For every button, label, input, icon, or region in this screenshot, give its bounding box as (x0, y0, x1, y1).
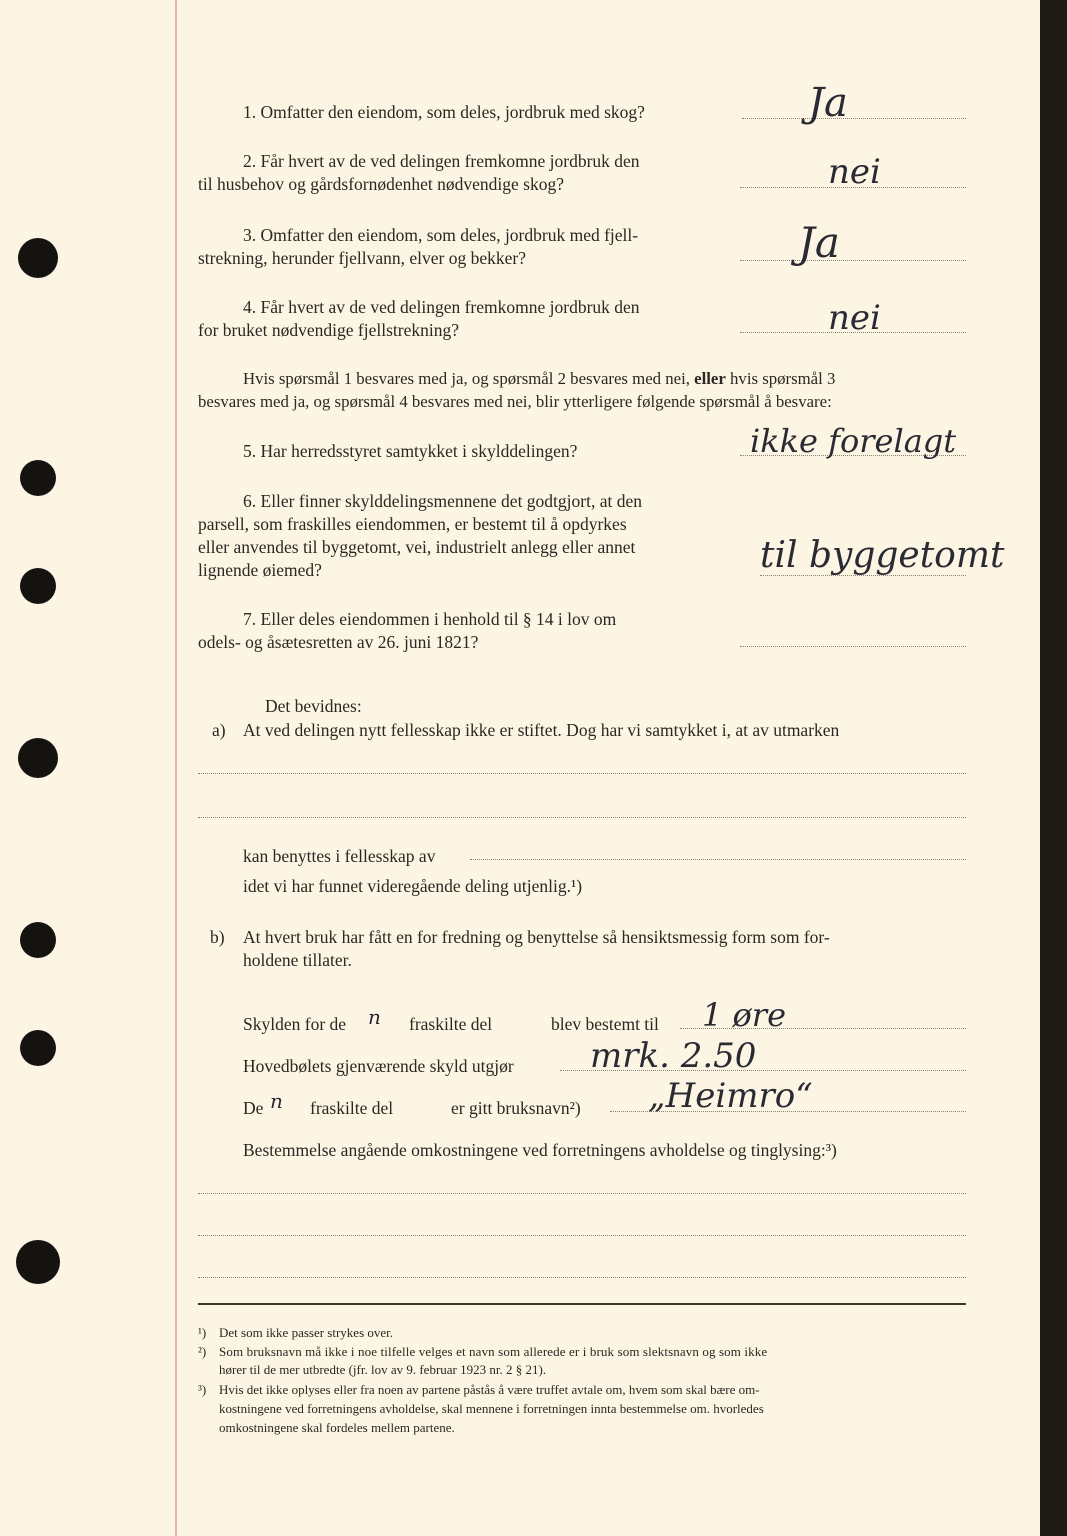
answer-6-handwritten: til byggetomt (760, 535, 1005, 576)
skylden-fraskilte: fraskilte del (409, 1014, 493, 1034)
scan-edge (1040, 0, 1067, 1536)
punch-hole (20, 1030, 56, 1066)
skylden-label: Skylden for de (243, 1014, 347, 1034)
bruksnavn-fraskilte: fraskilte del (310, 1098, 394, 1118)
punch-hole (20, 460, 56, 496)
skylden-bestemt: blev bestemt til (551, 1014, 659, 1034)
question-6-text-cont: eller anvendes til byggetomt, vei, industrielt anlegg eller annet (198, 537, 636, 557)
bruksnavn-label: De (243, 1098, 264, 1118)
bevidnes-heading: Det bevidnes: (265, 696, 362, 716)
footnote-text: Som bruksnavn må ikke i noe tilfelle velges et navn som allerede er i bruk som slektsnavn og som ikke (219, 1344, 768, 1359)
margin-line (175, 0, 177, 1536)
item-b-text-cont: holdene tillater. (243, 950, 352, 970)
question-5-text: 5. Har herredsstyret samtykket i skylddelingen? (243, 441, 578, 461)
bruksnavn-handwritten-n: n (270, 1089, 283, 1113)
question-7-text-cont: odels- og åsætesretten av 26. juni 1821? (198, 632, 479, 652)
punch-hole (18, 238, 58, 278)
item-a-label: a) (212, 720, 226, 740)
skylden-handwritten-n: n (368, 1005, 381, 1029)
question-3-text-cont: strekning, herunder fjellvann, elver og bekker? (198, 248, 526, 268)
answer-3-handwritten: Ja (798, 218, 840, 267)
fill-line[interactable] (470, 859, 966, 860)
footnote-text: Hvis det ikke oplyses eller fra noen av partene påstås å være truffet avtale om, hvem som skal bære om- (219, 1382, 760, 1397)
footnote-text: hører til de mer utbredte (jfr. lov av 9. februar 1923 nr. 2 § 21). (219, 1362, 547, 1377)
hovedbol-label: Hovedbølets gjenværende skyld utgjør (243, 1056, 514, 1076)
question-2-text: 2. Får hvert av de ved delingen fremkomne jordbruk den (243, 151, 640, 171)
skylden-answer-handwritten: 1 øre (702, 996, 787, 1034)
answer-line-7[interactable] (740, 646, 966, 647)
bruksnavn-gitt: er gitt bruksnavn²) (451, 1098, 581, 1118)
question-6-text-cont: lignende øiemed? (198, 560, 322, 580)
hovedbol-answer-handwritten: mrk. 2.50 (590, 1036, 757, 1076)
item-a-text: At ved delingen nytt fellesskap ikke er stiftet. Dog har vi samtykket i, at av utmarken (243, 720, 840, 740)
footnote-rule (198, 1303, 966, 1305)
footnote-text: kostningene ved forretningens avholdelse, skal mennene i forretningen innta bestemmelse om. hvorledes (219, 1401, 764, 1416)
bruksnavn-answer-handwritten: „Heimro“ (648, 1076, 813, 1116)
kan-benyttes-text: kan benyttes i fellesskap av (243, 846, 436, 866)
idet-text: idet vi har funnet videregående deling utjenlig.¹) (243, 876, 583, 896)
question-2-text-cont: til husbehov og gårdsfornødenhet nødvendige skog? (198, 174, 564, 194)
fill-line[interactable] (198, 1277, 966, 1278)
fill-line[interactable] (198, 817, 966, 818)
footnote-text: Det som ikke passer strykes over. (219, 1325, 394, 1340)
answer-line-1[interactable] (742, 118, 966, 119)
question-4-text-cont: for bruket nødvendige fjellstrekning? (198, 320, 459, 340)
instruction-text: Hvis spørsmål 1 besvares med ja, og spørsmål 2 besvares med nei, eller hvis spørsmål 3 (243, 369, 836, 388)
punch-hole (20, 568, 56, 604)
instruction-text-cont: besvares med ja, og spørsmål 4 besvares med nei, blir ytterligere følgende spørsmål å besvare: (198, 392, 832, 411)
question-6-text-cont: parsell, som fraskilles eiendommen, er bestemt til å opdyrkes (198, 514, 627, 534)
fill-line[interactable] (198, 1235, 966, 1236)
answer-5-handwritten: ikke forelagt (750, 422, 957, 460)
answer-4-handwritten: nei (828, 298, 881, 338)
answer-line-3[interactable] (740, 260, 966, 261)
item-b-text: At hvert bruk har fått en for fredning og benyttelse så hensiktsmessig form som for- (243, 927, 830, 947)
footnote-mark: ³) (198, 1382, 207, 1397)
fill-line[interactable] (198, 1193, 966, 1194)
question-6-text: 6. Eller finner skylddelingsmennene det godtgjort, at den (243, 491, 642, 511)
answer-1-handwritten: Ja (808, 80, 848, 126)
punch-hole (18, 738, 58, 778)
item-b-label: b) (210, 927, 225, 947)
bestemmelse-text: Bestemmelse angående omkostningene ved forretningens avholdelse og tinglysing:³) (243, 1140, 837, 1160)
question-3-text: 3. Omfatter den eiendom, som deles, jordbruk med fjell- (243, 225, 639, 245)
footnote-mark: ²) (198, 1344, 207, 1359)
question-7-text: 7. Eller deles eiendommen i henhold til § 14 i lov om (243, 609, 617, 629)
punch-hole (20, 922, 56, 958)
question-4-text: 4. Får hvert av de ved delingen fremkomne jordbruk den (243, 297, 640, 317)
answer-2-handwritten: nei (828, 152, 881, 192)
fill-line[interactable] (198, 773, 966, 774)
question-1-text: 1. Omfatter den eiendom, som deles, jordbruk med skog? (243, 102, 645, 122)
punch-hole (16, 1240, 60, 1284)
footnote-text: omkostningene skal fordeles mellem partene. (219, 1420, 455, 1435)
footnote-mark: ¹) (198, 1325, 207, 1340)
